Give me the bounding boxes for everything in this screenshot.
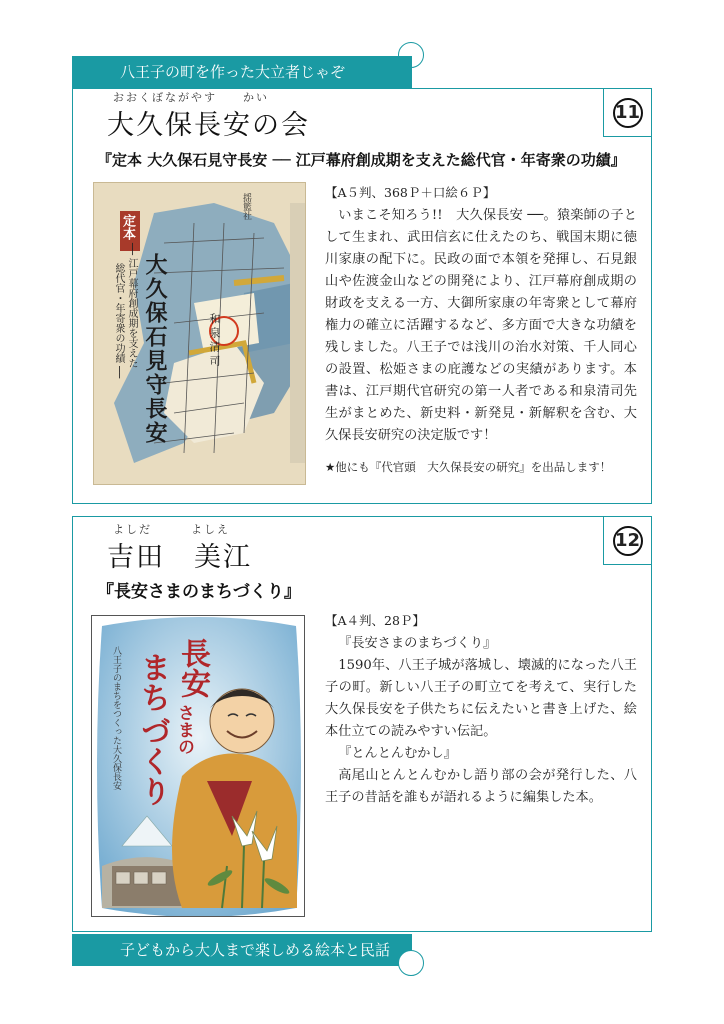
cover-publisher: 揺籃社 [241,193,251,220]
banner-text: 八王子の町を作った大立者じゃぞ [120,63,346,81]
description-paragraph: いまこそ知ろう!! 大久保長安 ──。猿楽師の子として生まれ、武田信玄に仕えたのち、戦国末期に徳川家康の配下に。民政の面で本領を発揮し、石見銀山や佐渡金山などの開発により、江戸幕府創成期の財政を支える一方、大御所家康の年寄衆として幕府権力の確立に活躍するなど、多方面で大きな功績を残しました。八王子では浅川の治水対策、千人同心の設置、松姫さまの庇護などの実績があります。本書は、江戸期代官研究の第一人者である和泉清司先生がまとめた、新史料・新発見・新解釈を含む、大久保長安研究の決定版です！ [325,208,637,443]
cover-title-3: まち [135,652,170,712]
author-name: 大久保長安の会 [107,110,310,141]
banner-circle-decoration [398,950,424,976]
cover-title-1: 長安 [175,638,210,698]
author-ruby-given: よしえ [191,523,230,536]
book-description [325,205,637,447]
banner-text: 子どもから大人まで楽しめる絵本と民話 [120,941,391,959]
picture-book-cover [91,615,305,917]
cover-title: 大久保石見守長安 [142,253,168,445]
section-banner-2 [72,934,412,966]
cover-author: 和泉清司 [208,313,221,369]
cover-subtitle-1: ── 江戸幕府創成期を支えた [126,243,137,369]
author-ruby: おおくぼながやす かい [113,91,269,104]
book-spec: 【A４判、28Ｐ】 [325,613,425,628]
book-cover-image [93,182,306,485]
cover-subtitle: 八王子のまちをつくった大久保長安 [111,646,121,790]
number-badge: 11 [613,98,643,128]
description-paragraph: 『とんとんむかし』 [338,746,457,761]
description-paragraph: 高尾山とんとんむかし語り部の会が発行した、八王子の昔話を誰もが語れるように編集した本。 [325,768,637,805]
section-banner-1 [72,56,412,88]
cover-title-2: さまの [174,704,194,755]
book-title: 『定本 大久保石見守長安 ── 江戸幕府創成期を支えた総代官・年寄衆の功績』 [97,151,626,169]
book-title: 『長安さまのまちづくり』 [97,582,301,602]
cover-subtitle-2: 総代官・年寄衆の功績 ── [113,263,124,379]
description-paragraph: 『長安さまのまちづくり』 [338,636,497,651]
cover-title-4: づくり [135,716,170,806]
book-spec: 【A５判、368Ｐ＋口絵６Ｐ】 [325,185,496,200]
book-description [325,633,637,809]
number-box [603,517,651,565]
description-paragraph: 1590年、八王子城が落城し、壊滅的になった八王子の町。新しい八王子の町立てを考えて、実行した大久保長安を子供たちに伝えたいと書き上げた、絵本仕立ての読みやすい伝記。 [325,658,637,739]
cover-badge: 定本 [120,211,140,251]
additional-note: ★他にも『代官頭 大久保長安の研究』を出品します！ [325,460,612,474]
book-panel-12 [72,516,652,932]
number-badge: 12 [613,526,643,556]
author-ruby-family: よしだ [113,523,152,536]
book-panel-11 [72,88,652,504]
number-box [603,89,651,137]
author-name: 吉田 美江 [107,542,252,573]
